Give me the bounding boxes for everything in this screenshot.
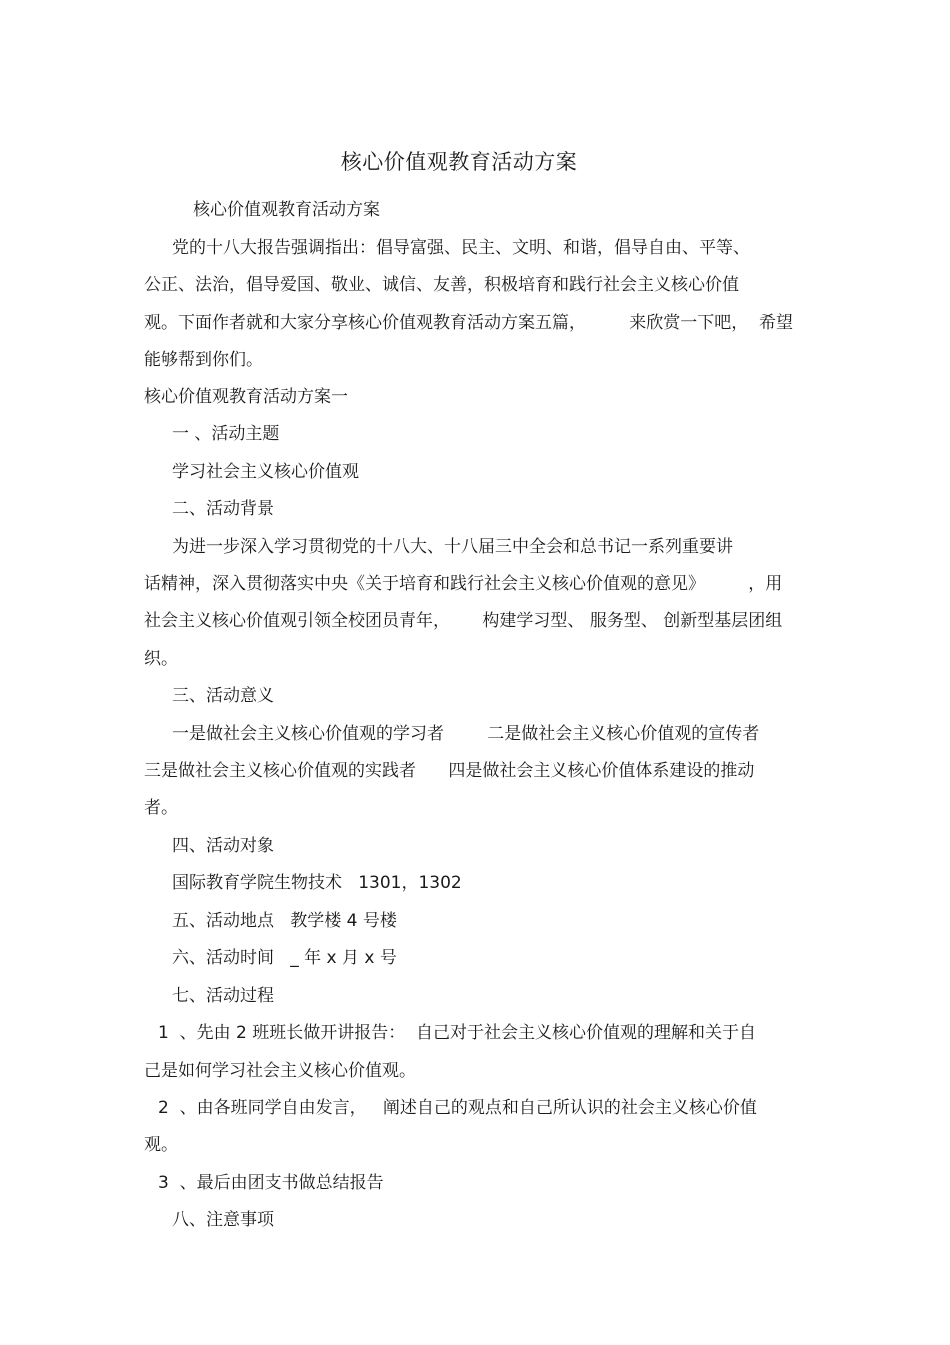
item-heading: 四、活动对象 [172, 836, 274, 856]
paragraph-line: 社会主义核心价值观引领全校团员青年， 构建学习型、 服务型、 创新型基层团组 [144, 611, 783, 631]
paragraph-line: 观。 [144, 1135, 178, 1155]
paragraph-line: 一是做社会主义核心价值观的学习者 二是做社会主义核心价值观的宣传者 [172, 724, 760, 744]
paragraph-line: 学习社会主义核心价值观 [172, 462, 359, 482]
item-heading: 八、注意事项 [172, 1210, 274, 1230]
paragraph-line: 织。 [144, 649, 178, 669]
paragraph-line: 观。下面作者就和大家分享核心价值观教育活动方案五篇， 来欣赏一下吧， 希望 [144, 313, 794, 333]
paragraph-line: 1 、先由 2 班班长做开讲报告： 自己对于社会主义核心价值观的理解和关于自 [158, 1023, 757, 1043]
paragraph-line: 党的十八大报告强调指出：倡导富强、民主、文明、和谐，倡导自由、平等、 [172, 238, 750, 258]
item-heading: 七、活动过程 [172, 986, 274, 1006]
document-title: 核心价值观教育活动方案 [340, 150, 578, 174]
paragraph-line: 国际教育学院生物技术 1301，1302 [172, 873, 462, 893]
item-heading: 三、活动意义 [172, 686, 274, 706]
item-heading: 一 、活动主题 [172, 424, 280, 444]
subtitle: 核心价值观教育活动方案 [193, 200, 380, 220]
paragraph-line: 为进一步深入学习贯彻党的十八大、十八届三中全会和总书记一系列重要讲 [172, 537, 733, 557]
section-heading: 核心价值观教育活动方案一 [144, 387, 348, 407]
paragraph-line: 三是做社会主义核心价值观的实践者 四是做社会主义核心价值体系建设的推动 [144, 761, 755, 781]
paragraph-line: 话精神，深入贯彻落实中央《关于培育和践行社会主义核心价值观的意见》 ，用 [144, 574, 783, 594]
paragraph-line: 2 、由各班同学自由发言， 阐述自己的观点和自己所认识的社会主义核心价值 [158, 1098, 757, 1118]
paragraph-line: 3 、最后由团支书做总结报告 [158, 1173, 384, 1193]
item-heading: 二、活动背景 [172, 499, 274, 519]
paragraph-line: 者。 [144, 798, 178, 818]
paragraph-line: 公正、法治，倡导爱国、敬业、诚信、友善，积极培育和践行社会主义核心价值 [144, 275, 739, 295]
item-heading: 六、活动时间 _ 年 x 月 x 号 [172, 948, 397, 968]
paragraph-line: 己是如何学习社会主义核心价值观。 [144, 1061, 416, 1081]
item-heading: 五、活动地点 教学楼 4 号楼 [172, 911, 397, 931]
paragraph-line: 能够帮到你们。 [144, 350, 263, 370]
